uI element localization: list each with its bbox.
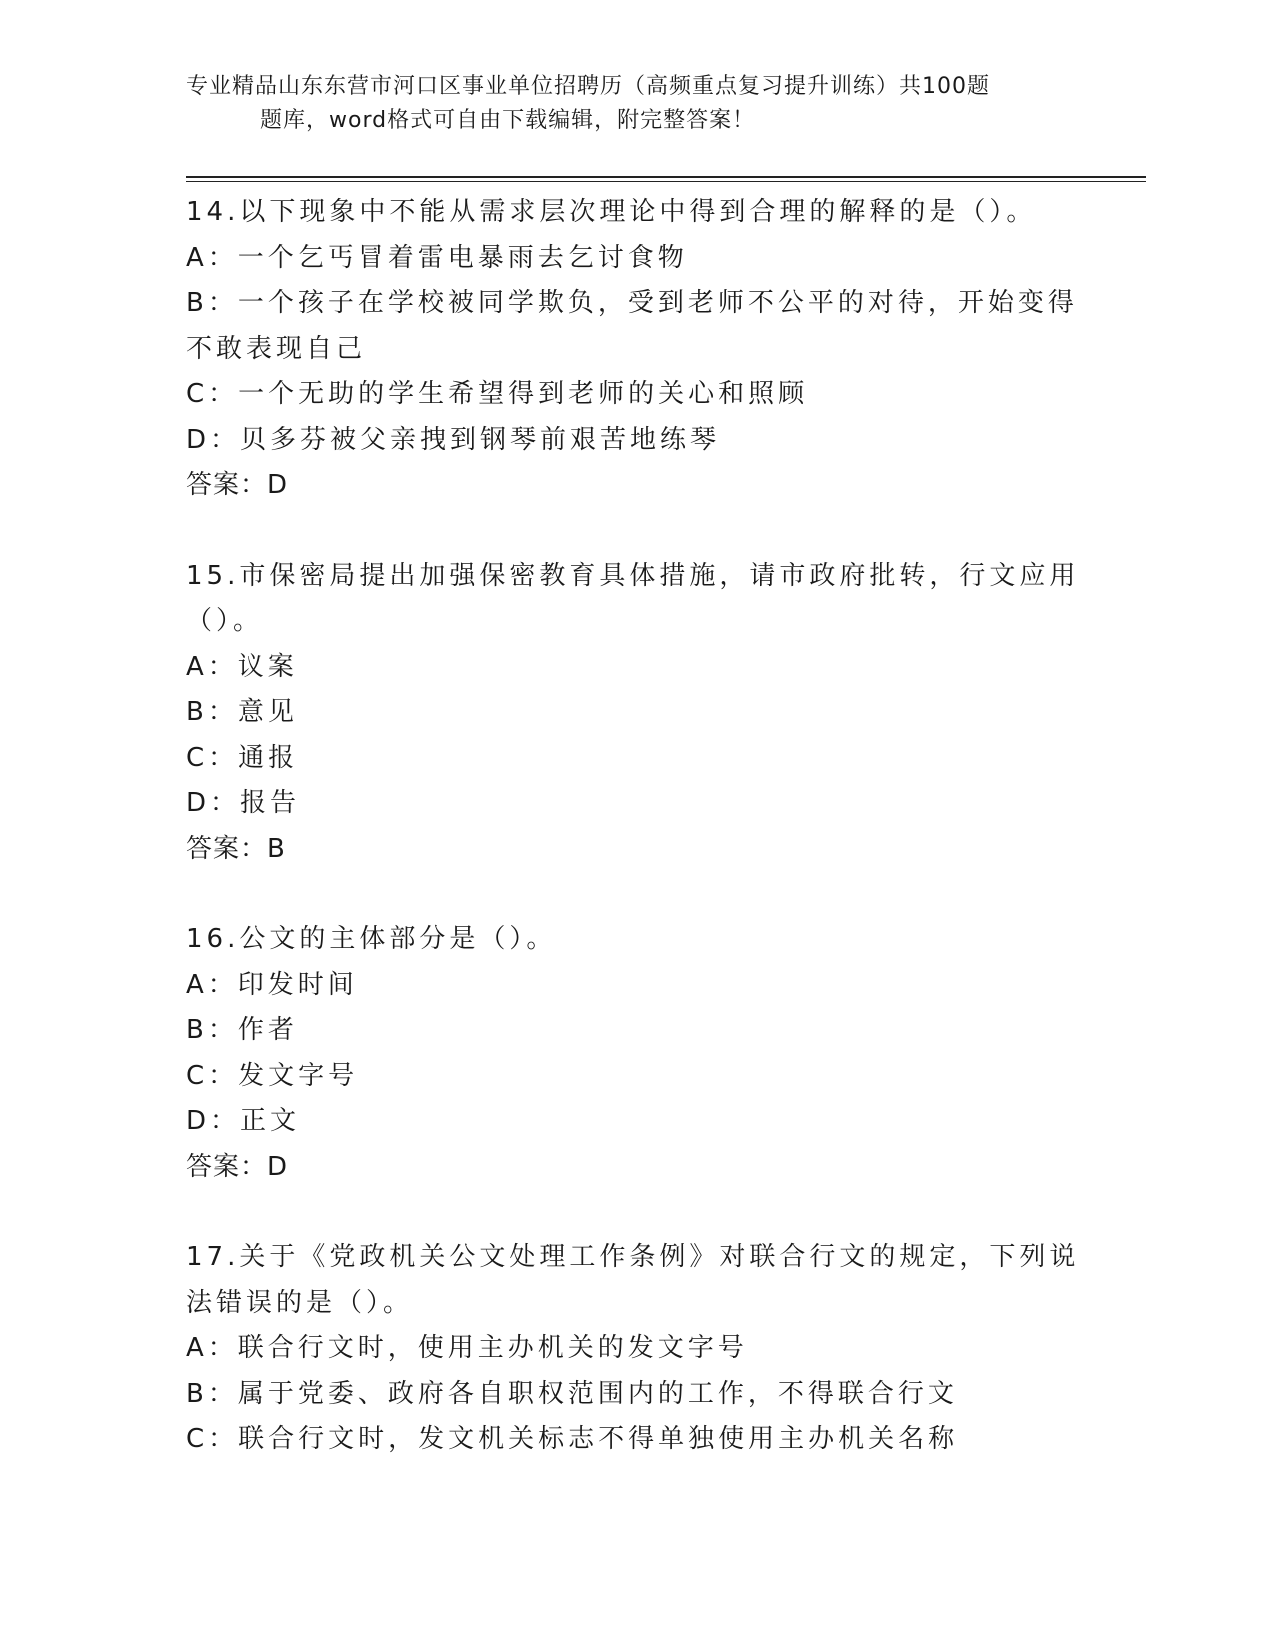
option-a: A：议案 [186,651,298,682]
option-d: D：贝多芬被父亲拽到钢琴前艰苦地练琴 [186,424,721,455]
option-b: B：作者 [186,1015,298,1045]
question-stem: 16.公文的主体部分是（）。 [186,924,557,954]
option-d: D：报告 [186,788,301,818]
header-divider [186,176,1146,182]
option-a: A：印发时间 [186,969,358,1000]
question-14 [186,190,1086,509]
option-c: C：一个无助的学生希望得到老师的关心和照顾 [186,379,809,409]
option-c: C：联合行文时，发文机关标志不得单独使用主办机关名称 [186,1424,959,1454]
question-16 [186,917,1086,1190]
answer-line: 答案：D [186,1151,289,1182]
answer-line: 答案：D [186,470,289,500]
question-15 [186,554,1086,873]
option-c: C：发文字号 [186,1060,359,1091]
option-a: A：一个乞丐冒着雷电暴雨去乞讨食物 [186,242,688,273]
option-a: A：联合行文时，使用主办机关的发文字号 [186,1333,748,1363]
question-stem: 14.以下现象中不能从需求层次理论中得到合理的解释的是（）。 [186,197,1037,227]
question-stem: 17.关于《党政机关公文处理工作条例》对联合行文的规定，下列说法错误的是（）。 [186,1242,1080,1318]
header-title-line1: 专业精品山东东营市河口区事业单位招聘历（高频重点复习提升训练）共100题 [186,74,990,99]
question-17 [186,1235,1086,1463]
document-header [186,70,1086,138]
option-c: C：通报 [186,742,299,773]
question-list [186,190,1086,1508]
header-title-line2: 题库，word格式可自由下载编辑，附完整答案！ [260,108,756,133]
option-d: D：正文 [186,1106,301,1136]
question-stem: 15.市保密局提出加强保密教育具体措施，请市政府批转，行文应用（）。 [186,560,1080,636]
option-b: B：意见 [186,697,298,727]
answer-line: 答案：B [186,833,286,864]
option-b: B：一个孩子在学校被同学欺负，受到老师不公平的对待，开始变得不敢表现自己 [186,288,1078,364]
option-b: B：属于党委、政府各自职权范围内的工作，不得联合行文 [186,1378,958,1409]
